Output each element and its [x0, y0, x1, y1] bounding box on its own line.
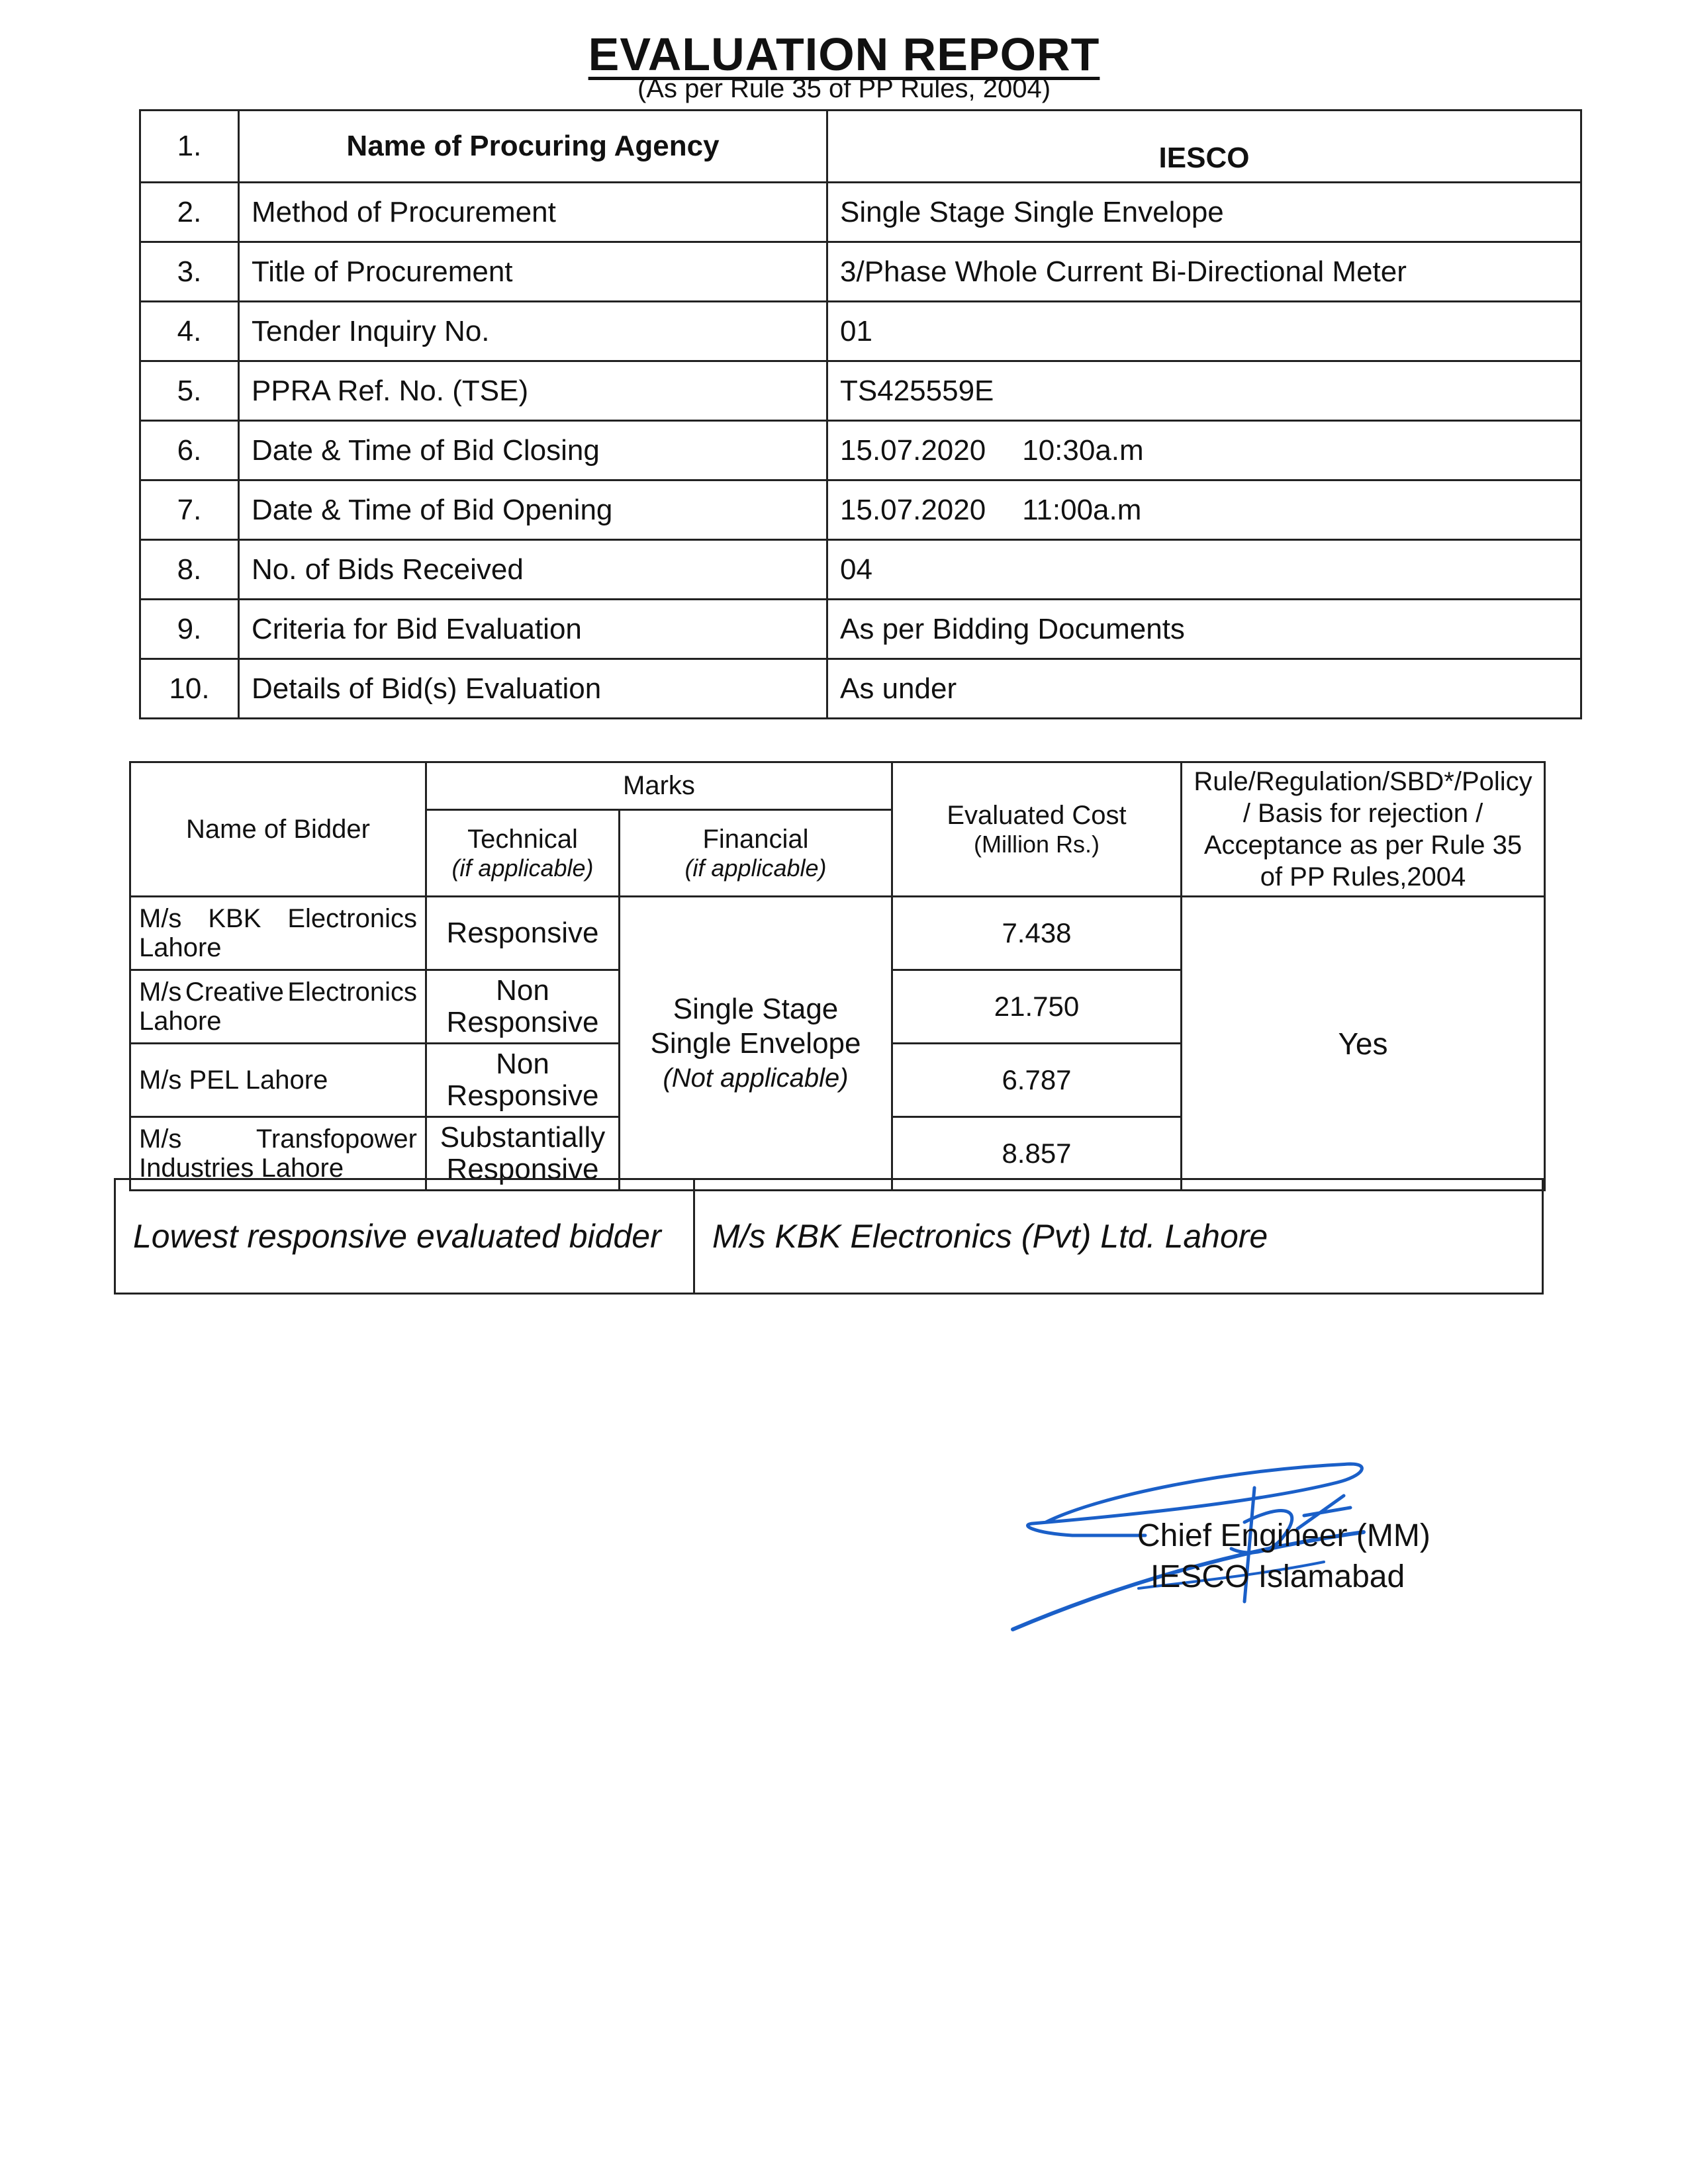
row-value: Single Stage Single Envelope	[827, 183, 1581, 242]
bidder-name-part: Transfopower	[256, 1124, 417, 1154]
evaluated-cost: 8.857	[892, 1117, 1182, 1191]
financial-status-line: Single Envelope	[650, 1026, 861, 1060]
signatory-organization: IESCO Islamabad	[1150, 1559, 1405, 1594]
row-number: 9.	[140, 600, 239, 659]
technical-status	[426, 897, 620, 970]
bidder-name	[130, 1044, 426, 1117]
technical-status-line: Responsive	[446, 1006, 599, 1038]
bidder-name	[130, 970, 426, 1044]
bid-closing-time: 10:30a.m	[1022, 433, 1144, 467]
rule-header-line: of PP Rules,2004	[1260, 862, 1466, 891]
details-row	[140, 111, 1581, 183]
rule-header-line: Acceptance as per Rule 35	[1203, 831, 1523, 860]
row-label: Title of Procurement	[239, 242, 827, 302]
row-number: 2.	[140, 183, 239, 242]
technical-header-label: Technical	[467, 824, 578, 854]
technical-status-line: Non	[496, 974, 549, 1007]
row-label: Details of Bid(s) Evaluation	[239, 659, 827, 719]
row-value: 04	[827, 540, 1581, 600]
bidder-row	[130, 897, 1545, 970]
details-row	[140, 600, 1581, 659]
rule-header-line: Rule/Regulation/SBD*/Policy	[1194, 767, 1532, 796]
bid-evaluation-table	[129, 761, 1546, 1191]
details-row	[140, 361, 1581, 421]
lowest-bidder-value: M/s KBK Electronics (Pvt) Ltd. Lahore	[694, 1179, 1543, 1294]
row-label: Method of Procurement	[239, 183, 827, 242]
bid-opening-time: 11:00a.m	[1022, 493, 1142, 526]
details-row	[140, 242, 1581, 302]
lowest-bidder-label: Lowest responsive evaluated bidder	[115, 1179, 694, 1294]
financial-status	[620, 897, 892, 1191]
technical-status	[426, 1044, 620, 1117]
evaluated-cost: 6.787	[892, 1044, 1182, 1117]
cost-header	[892, 762, 1182, 897]
financial-header-note: (if applicable)	[684, 854, 827, 882]
bidder-name	[130, 897, 426, 970]
row-label: No. of Bids Received	[239, 540, 827, 600]
row-value: 01	[827, 302, 1581, 361]
technical-header	[426, 810, 620, 897]
evaluated-cost: 21.750	[892, 970, 1182, 1044]
rule-compliance: Yes	[1182, 897, 1545, 1191]
rule-header-line: / Basis for rejection /	[1243, 799, 1483, 828]
row-value	[827, 480, 1581, 540]
row-number: 10.	[140, 659, 239, 719]
financial-header	[620, 810, 892, 897]
row-value: IESCO	[827, 111, 1581, 183]
report-title: EVALUATION REPORT	[588, 28, 1100, 80]
bidder-name-part: M/s	[139, 978, 182, 1007]
signatory-block	[1137, 1516, 1430, 1598]
row-label: PPRA Ref. No. (TSE)	[239, 361, 827, 421]
financial-status-line: Single Stage	[673, 992, 839, 1025]
technical-status-line: Substantially	[440, 1121, 606, 1154]
details-row	[140, 183, 1581, 242]
row-number: 6.	[140, 421, 239, 480]
bidder-header: Name of Bidder	[130, 762, 426, 897]
technical-status-line: Responsive	[446, 917, 599, 949]
details-row	[140, 421, 1581, 480]
rule-header	[1182, 762, 1545, 897]
row-number: 7.	[140, 480, 239, 540]
cost-header-label: Evaluated Cost	[947, 800, 1127, 830]
lowest-bidder-row	[115, 1179, 1543, 1294]
marks-header: Marks	[426, 762, 892, 810]
technical-status-line: Responsive	[446, 1079, 599, 1112]
lowest-bidder-table	[114, 1178, 1544, 1295]
bidder-name-part: Lahore	[139, 933, 222, 962]
row-value: As per Bidding Documents	[827, 600, 1581, 659]
signatory-title: Chief Engineer (MM)	[1137, 1518, 1430, 1553]
bidder-name-part: Lahore	[139, 1007, 222, 1036]
financial-status-note: (Not applicable)	[663, 1063, 849, 1093]
procurement-details-table	[139, 109, 1582, 719]
report-subtitle: (As per Rule 35 of PP Rules, 2004)	[637, 74, 1051, 103]
bid-opening-date: 15.07.2020	[840, 493, 986, 526]
technical-header-note: (if applicable)	[451, 854, 594, 882]
bidder-name-part: Creative	[185, 978, 284, 1007]
row-number: 8.	[140, 540, 239, 600]
bidder-name-part: Industries Lahore	[139, 1154, 344, 1183]
bidder-name-part: Electronics	[287, 904, 417, 933]
details-row	[140, 480, 1581, 540]
details-row	[140, 302, 1581, 361]
details-row	[140, 659, 1581, 719]
bidder-name-part: KBK	[208, 904, 261, 933]
row-label: Date & Time of Bid Opening	[239, 480, 827, 540]
technical-status-line: Non	[496, 1048, 549, 1080]
header-row	[130, 762, 1545, 810]
row-label: Criteria for Bid Evaluation	[239, 600, 827, 659]
cost-header-unit: (Million Rs.)	[973, 830, 1100, 858]
row-label: Tender Inquiry No.	[239, 302, 827, 361]
bidder-name-part: M/s	[139, 1124, 182, 1154]
bidder-name-part: Electronics	[287, 978, 417, 1007]
bidder-name-part: M/s PEL Lahore	[139, 1066, 328, 1095]
row-value: As under	[827, 659, 1581, 719]
row-label: Date & Time of Bid Closing	[239, 421, 827, 480]
row-value: TS425559E	[827, 361, 1581, 421]
row-value	[827, 421, 1581, 480]
row-number: 5.	[140, 361, 239, 421]
row-value: 3/Phase Whole Current Bi-Directional Meter	[827, 242, 1581, 302]
technical-status-line: Responsive	[446, 1153, 599, 1185]
evaluated-cost: 7.438	[892, 897, 1182, 970]
row-number: 1.	[140, 111, 239, 183]
financial-header-label: Financial	[702, 824, 809, 854]
details-row	[140, 540, 1581, 600]
row-label: Name of Procuring Agency	[239, 111, 827, 183]
row-number: 4.	[140, 302, 239, 361]
technical-status	[426, 970, 620, 1044]
row-number: 3.	[140, 242, 239, 302]
bid-closing-date: 15.07.2020	[840, 433, 986, 467]
bidder-name-part: M/s	[139, 904, 182, 933]
